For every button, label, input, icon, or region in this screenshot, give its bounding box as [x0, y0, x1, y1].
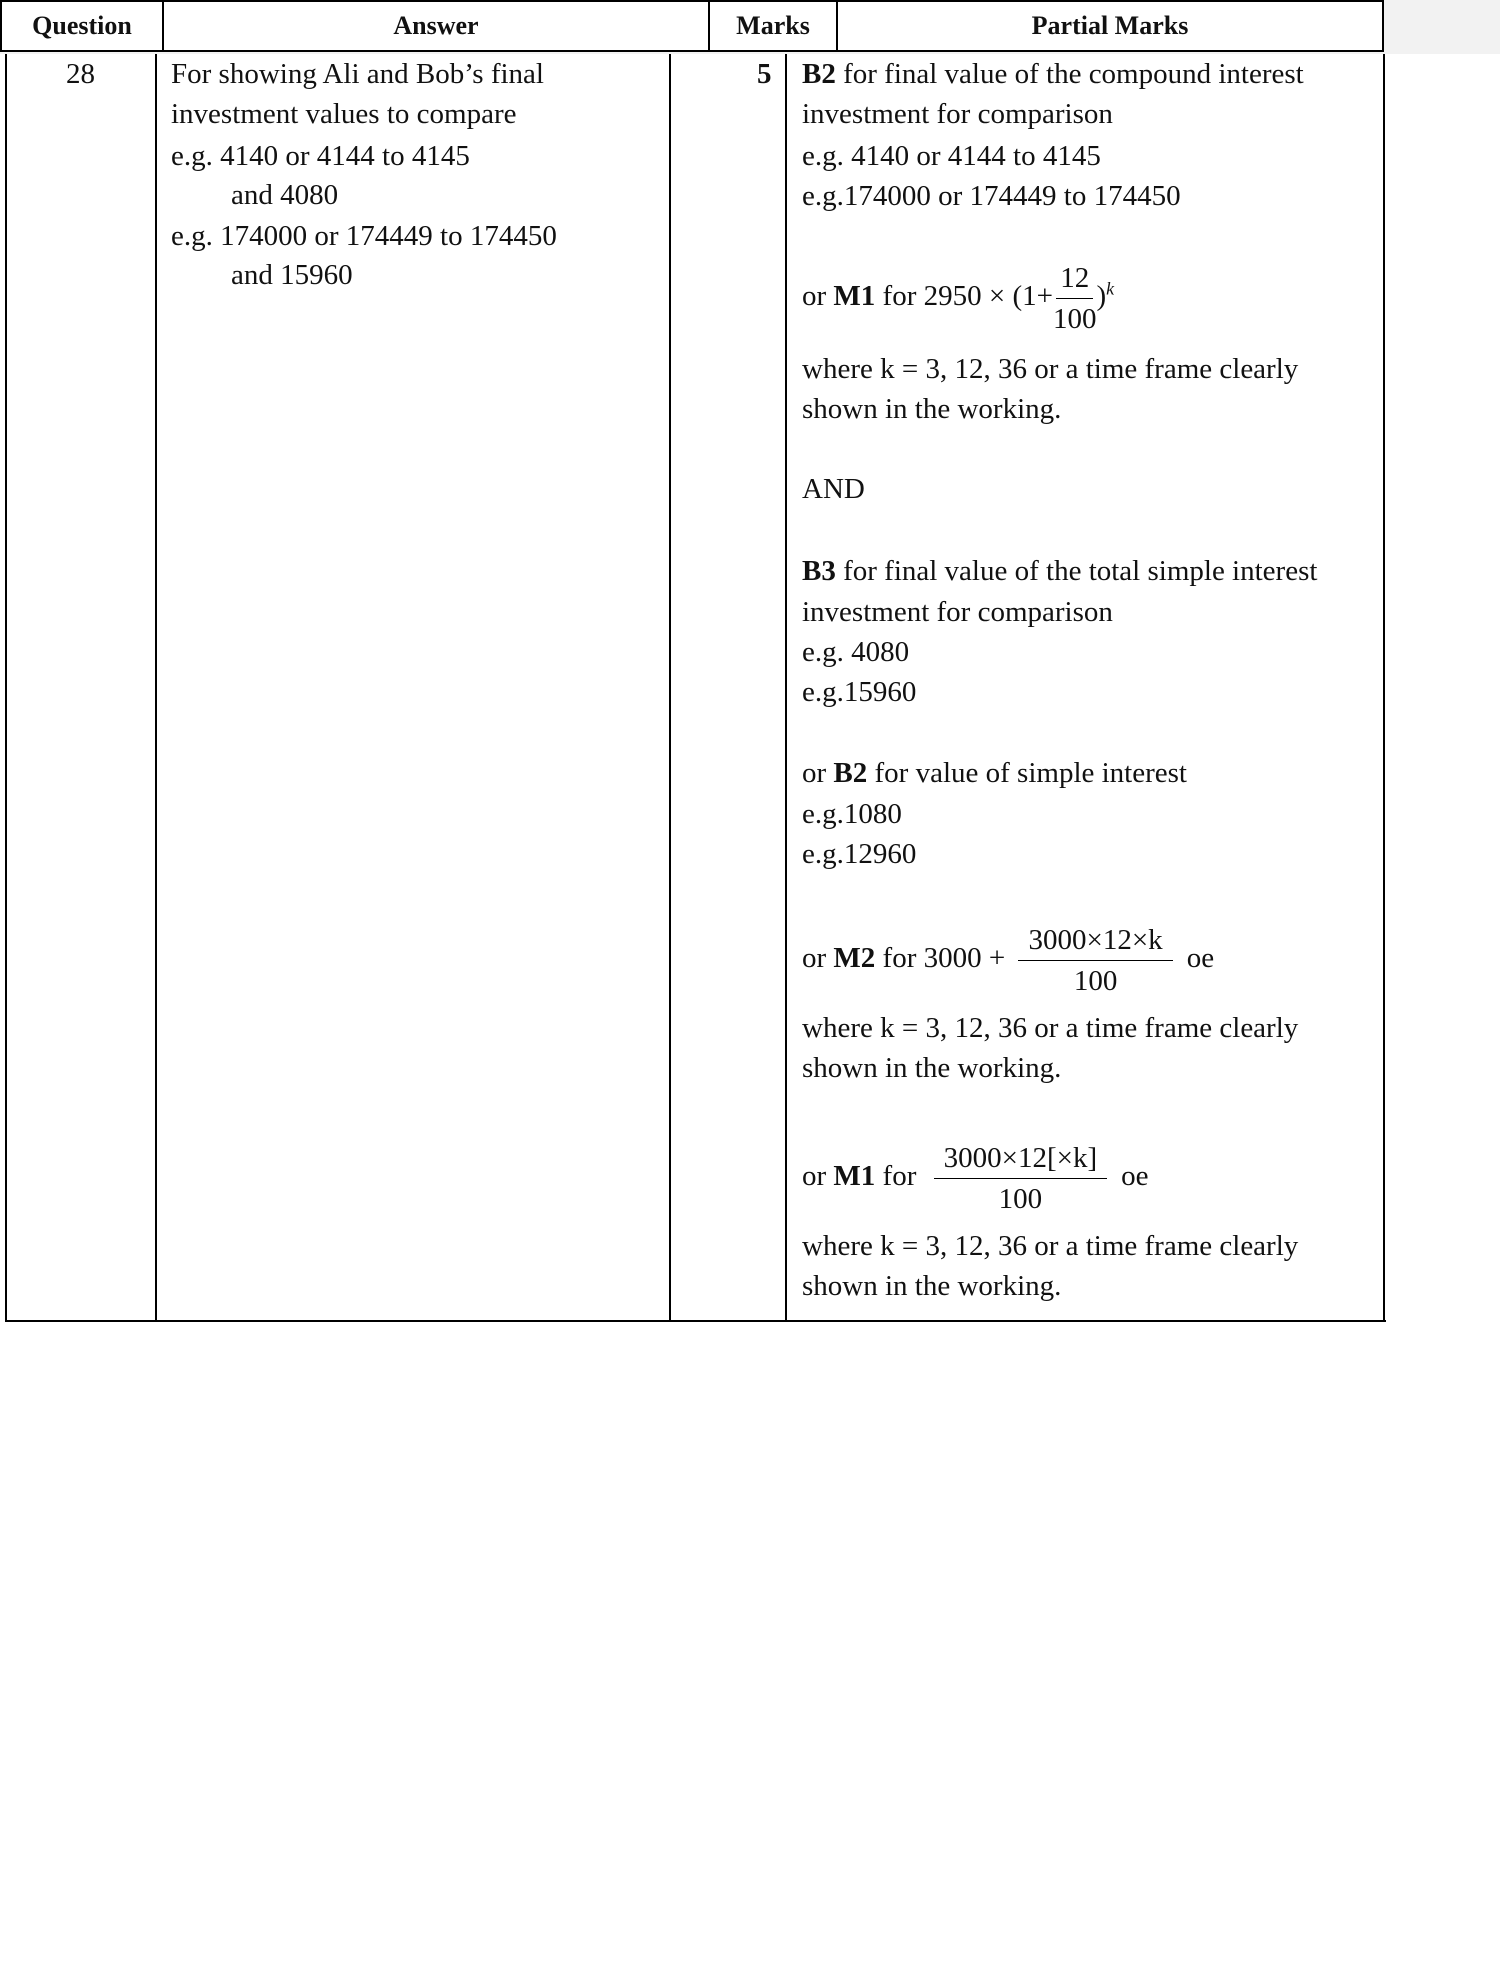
- fraction-denominator: 100: [1052, 303, 1097, 335]
- b2-simple-line: [802, 753, 1187, 793]
- divider-marks-partial: [785, 54, 787, 1322]
- m1-compound-line: [802, 258, 1114, 339]
- border-right: [1383, 54, 1385, 1322]
- m2-label: M2: [833, 942, 876, 975]
- m1-label: M1: [833, 280, 876, 313]
- table-bottom-border: [6, 1320, 1386, 1322]
- b3-label: B3: [802, 555, 836, 587]
- answer-line: and 15960: [231, 259, 353, 291]
- question-number: 28: [66, 58, 95, 90]
- fraction-denominator: 100: [998, 1183, 1043, 1215]
- shown-line: shown in the working.: [802, 393, 1062, 425]
- answer-line: investment values to compare: [171, 98, 517, 130]
- answer-line: e.g. 4140 or 4144 to 4145: [171, 140, 470, 172]
- b3-example: e.g.15960: [802, 676, 917, 708]
- exponent-k: k: [1106, 278, 1115, 299]
- where-line: where k = 3, 12, 36 or a time frame clearly: [802, 1012, 1299, 1044]
- b2-text-cont: investment for comparison: [802, 98, 1113, 130]
- marks-value: 5: [757, 58, 772, 90]
- b3-line: [802, 551, 1317, 591]
- b2-simple-text: for value of simple interest: [867, 757, 1187, 789]
- m1-for: for 2950 × (1+: [875, 280, 1053, 313]
- m1b-or: or: [802, 1160, 834, 1193]
- b2-simple-label: B2: [833, 757, 868, 789]
- m1b-for: for: [875, 1160, 924, 1193]
- b2-simple-example: e.g.12960: [802, 838, 917, 870]
- answer-line: e.g. 174000 or 174449 to 174450: [171, 220, 557, 252]
- shown-line: shown in the working.: [802, 1270, 1062, 1302]
- fraction-12-over-100: [1053, 258, 1097, 339]
- m1b-label: M1: [833, 1160, 876, 1193]
- b3-text-cont: investment for comparison: [802, 596, 1113, 628]
- and-text: AND: [802, 473, 865, 505]
- b2-line: [802, 54, 1304, 94]
- b2-simple-or: or: [802, 757, 834, 789]
- header-marks: Marks: [708, 0, 838, 52]
- m1-or: or: [802, 280, 834, 313]
- b2-text: for final value of the compound interest: [835, 58, 1304, 90]
- m2-line: [802, 920, 1214, 1001]
- m1-simple-line: [802, 1138, 1149, 1219]
- divider-answer-marks: [669, 54, 671, 1322]
- answer-line: For showing Ali and Bob’s final: [171, 58, 544, 90]
- m1-close-paren: ): [1096, 280, 1107, 313]
- header-question: Question: [0, 0, 164, 52]
- b3-example: e.g. 4080: [802, 636, 910, 668]
- b2-example: e.g. 4140 or 4144 to 4145: [802, 140, 1101, 172]
- fraction-numerator: 3000×12×k: [1018, 920, 1172, 961]
- fraction-denominator: 100: [1073, 965, 1118, 997]
- where-line: where k = 3, 12, 36 or a time frame clearly: [802, 1230, 1299, 1262]
- where-line: where k = 3, 12, 36 or a time frame clearly: [802, 353, 1299, 385]
- b2-label: B2: [802, 58, 836, 90]
- b2-simple-example: e.g.1080: [802, 798, 902, 830]
- shown-line: shown in the working.: [802, 1052, 1062, 1084]
- fraction-numerator: 12: [1056, 258, 1093, 299]
- m2-or: or: [802, 942, 834, 975]
- fraction-m1b: [934, 1138, 1108, 1219]
- fraction-numerator: 3000×12[×k]: [934, 1138, 1108, 1179]
- b3-text: for final value of the total simple interest: [835, 555, 1318, 587]
- answer-line: and 4080: [231, 179, 339, 211]
- m2-for: for 3000 +: [875, 942, 1013, 975]
- border-left: [5, 54, 7, 1322]
- m2-oe: oe: [1186, 942, 1215, 975]
- header-answer: Answer: [162, 0, 710, 52]
- fraction-m2: [1018, 920, 1172, 1001]
- divider-question-answer: [155, 54, 157, 1322]
- m1b-oe: oe: [1121, 1160, 1149, 1193]
- header-partial-marks: Partial Marks: [836, 0, 1384, 52]
- b2-example: e.g.174000 or 174449 to 174450: [802, 180, 1181, 212]
